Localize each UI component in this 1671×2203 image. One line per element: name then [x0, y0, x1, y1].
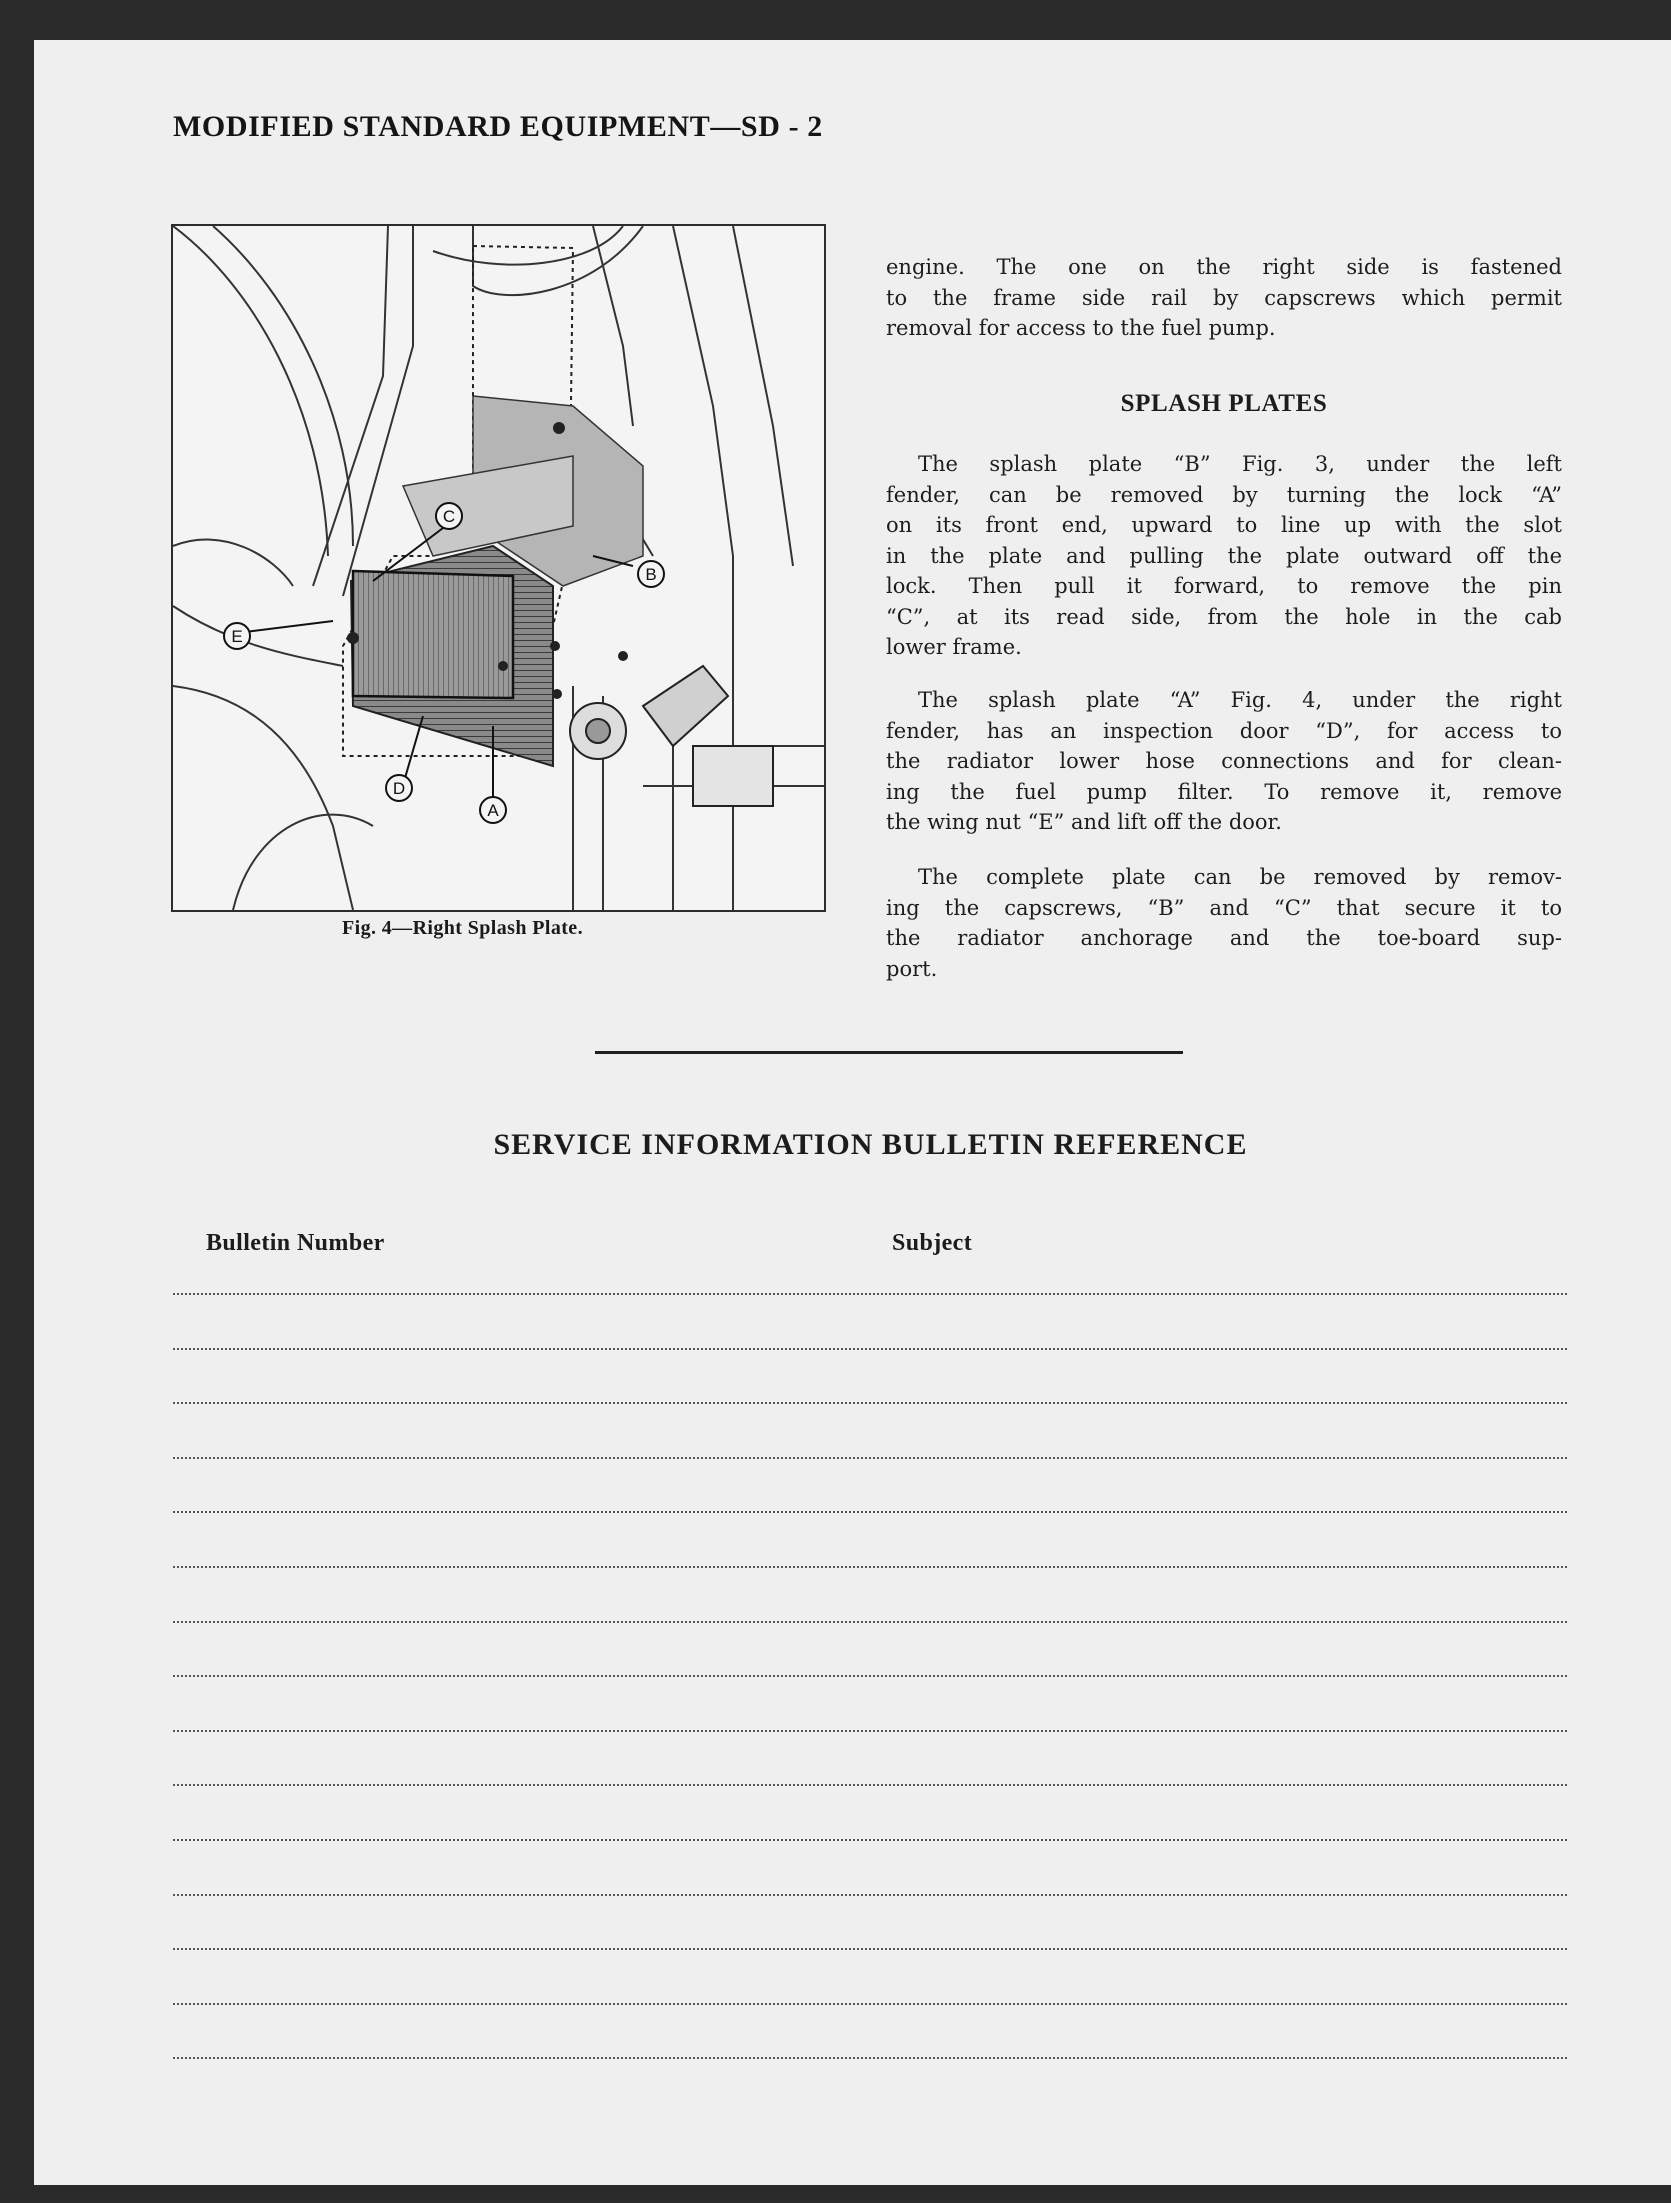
- document-page: [34, 40, 1671, 2185]
- text-line: removal for access to the fuel pump.: [886, 316, 1276, 340]
- bulletin-entry-line: [173, 1348, 1567, 1350]
- text-line: The splash plate “A” Fig. 4, under the right: [918, 688, 1562, 712]
- paragraph-splash-plate-b: [886, 449, 1562, 663]
- bulletin-entry-line: [173, 1894, 1567, 1896]
- text-line: on its front end, upward to line up with the slot: [886, 513, 1562, 537]
- bulletin-reference-title: SERVICE INFORMATION BULLETIN REFERENCE: [493, 1128, 1248, 1161]
- subject-heading: Subject: [892, 1230, 973, 1256]
- text-line: the radiator lower hose connections and for clean-: [886, 749, 1562, 773]
- bulletin-entry-line: [173, 1784, 1567, 1786]
- section-title: SPLASH PLATES: [1120, 390, 1328, 417]
- section-divider: [595, 1051, 1183, 1054]
- text-line: the radiator anchorage and the toe-board sup-: [886, 926, 1562, 950]
- bulletin-entry-line: [173, 1948, 1567, 1950]
- callout-e: E: [231, 627, 243, 646]
- intro-paragraph: [886, 252, 1562, 344]
- bulletin-number-heading: Bulletin Number: [206, 1230, 385, 1256]
- bulletin-entry-line: [173, 1402, 1567, 1404]
- paragraph-complete-plate: [886, 862, 1562, 984]
- bulletin-entry-line: [173, 1730, 1567, 1732]
- bulletin-entry-line: [173, 1566, 1567, 1568]
- callout-d: D: [392, 779, 406, 798]
- callout-b: B: [645, 565, 657, 584]
- bulletin-entry-line: [173, 2057, 1567, 2059]
- text-line: to the frame side rail by capscrews which permit: [886, 285, 1562, 310]
- text-line: fender, has an inspection door “D”, for access to: [886, 718, 1562, 743]
- bulletin-entry-line: [173, 1457, 1567, 1459]
- bulletin-entry-line: [173, 2003, 1567, 2005]
- bulletin-entry-line: [173, 1675, 1567, 1677]
- bulletin-entry-line: [173, 1621, 1567, 1623]
- bulletin-entry-line: [173, 1511, 1567, 1513]
- callout-a: A: [487, 801, 499, 820]
- figure-right-splash-plate: [171, 224, 826, 912]
- text-line: The splash plate “B” Fig. 3, under the left: [918, 452, 1562, 476]
- bulletin-entry-line: [173, 1293, 1567, 1295]
- text-line: “C”, at its read side, from the hole in the cab: [886, 604, 1562, 629]
- text-line: The complete plate can be removed by remov-: [918, 865, 1562, 889]
- text-line: the wing nut “E” and lift off the door.: [886, 810, 1282, 834]
- callout-c: C: [442, 507, 456, 526]
- figure-caption: Fig. 4—Right Splash Plate.: [342, 917, 583, 939]
- text-line: fender, can be removed by turning the lock “A”: [886, 482, 1562, 507]
- bulletin-entry-line: [173, 1839, 1567, 1841]
- text-line: port.: [886, 956, 938, 981]
- paragraph-splash-plate-a: [886, 685, 1562, 838]
- text-line: engine. The one on the right side is fastened: [886, 255, 1562, 279]
- text-line: ing the fuel pump filter. To remove it, remove: [886, 779, 1562, 804]
- text-line: in the plate and pulling the plate outward off the: [886, 543, 1562, 568]
- page-header: MODIFIED STANDARD EQUIPMENT—SD - 2: [173, 110, 823, 143]
- text-line: lower frame.: [886, 635, 1022, 659]
- text-line: ing the capscrews, “B” and “C” that secure it to: [886, 895, 1562, 920]
- text-line: lock. Then pull it forward, to remove the pin: [886, 574, 1562, 598]
- splash-plate-illustration: [173, 226, 824, 910]
